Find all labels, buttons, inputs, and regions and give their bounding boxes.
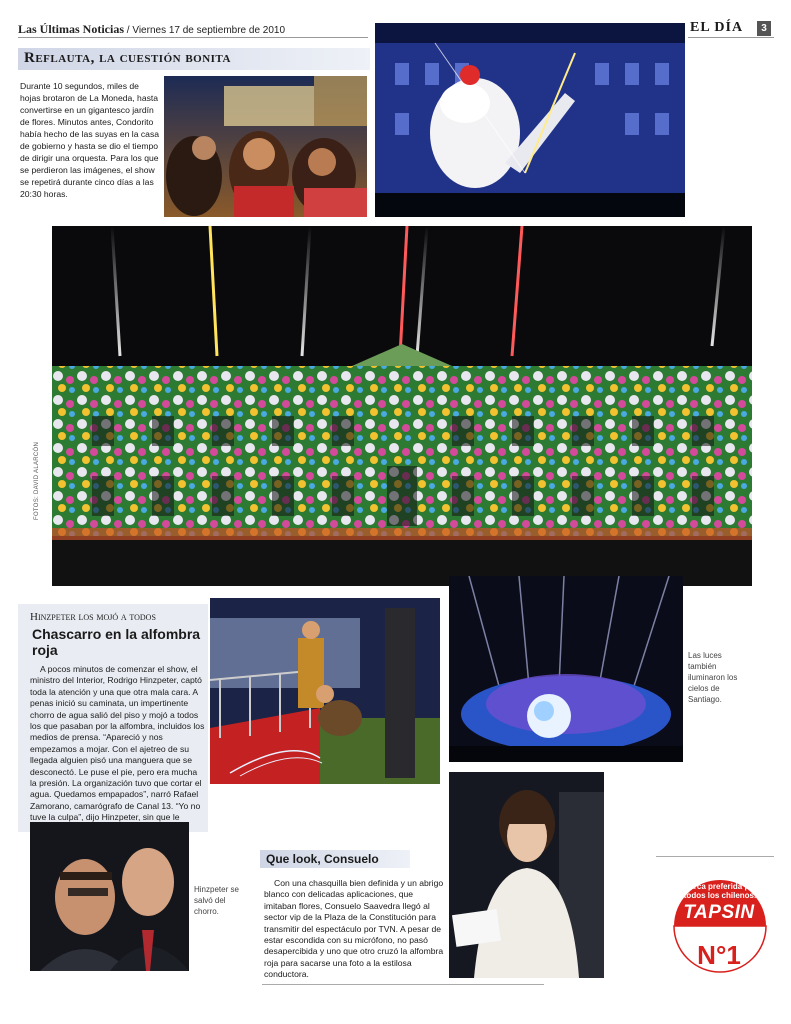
hinzpeter-caption: Hinzpeter se salvó del chorro. <box>194 885 239 916</box>
story3-rule <box>262 984 544 985</box>
story2-body: A pocos minutos de comenzar el show, el ministro del Interior, Rodrigo Hinzpeter, captó toda la atención y una que otra mala cara. A penas inició su caminata, un impertinente chorro de agua salió del piso y mojó a todos los que pasaban por la alfombra, incluidos los medios de prensa. “Apareció y nos empezamos a mojar. Con el ajetreo de su llegada alguien pisó una manguera que se desconectó. Le puse el pie, pero era mucha la presión. La organización tuvo que cortar el agua. Quedamos empapados”, narró Rafael Zamorano, camarógrafo de Canal 13. “Yo no tuve la culpa”, dijo Hinzpeter, sin que le <box>30 664 205 823</box>
photo-credit: FOTOS: DAVID ALARCÓN <box>34 441 40 520</box>
section-name: EL DÍA <box>690 20 744 35</box>
consuelo-photo <box>449 772 604 978</box>
lights-caption: Las luces también iluminaron los cielos de Santiago. <box>688 651 738 704</box>
hinzpeter-photo <box>30 822 189 971</box>
paper-name: Las Últimas Noticias <box>18 22 124 36</box>
story3-headline: Que look, Consuelo <box>266 852 379 866</box>
ad-rank: N°1 <box>697 940 741 970</box>
section-rule <box>688 37 774 38</box>
story1-headline: Reflauta, la cuestión bonita <box>24 50 231 66</box>
ad-rule <box>656 856 774 857</box>
masthead: Las Últimas Noticias / Viernes 17 de septiembre de 2010 <box>18 22 286 36</box>
ad-tagline: Marca preferida por todos los chilenos. <box>682 882 758 900</box>
page-number: 3 <box>757 21 771 36</box>
story1-body: Durante 10 segundos, miles de hojas brotaron de La Moneda, hasta convertirse en un gigantesco jardín de flores. Minutos antes, Condorito había hecho de las suyas en la casa de gobierno y hasta se dio el tiempo de dirigir una orquesta. Para los que se perdieron las imágenes, el show se repetirá durante cinco días a las 20:30 horas. <box>20 81 160 199</box>
story3-body: Con una chasquilla bien definida y un abrigo blanco con delicadas aplicaciones, que imitaban flores, Consuelo Saavedra llegó al sector vip de la Plaza de la Constitución para transmitir del espectáculo por TVN. A pesar de estar escondida con su micrófono, no pasó desapercibida y uno que otro cruzó la alfombra roja para sacarse una foto a la estilosa conductora. <box>264 878 444 980</box>
la-moneda-flowers-photo <box>52 226 752 586</box>
globe-lights-photo <box>449 576 683 762</box>
masthead-rule <box>18 37 368 38</box>
condorito-projection-photo <box>375 23 685 217</box>
ad-brand: TAPSIN <box>683 902 755 923</box>
crowd-photo <box>164 76 367 217</box>
red-carpet-photo <box>210 598 440 784</box>
edition-date: Viernes 17 de septiembre de 2010 <box>132 25 286 36</box>
story2-headline: Chascarro en la alfombra roja <box>32 626 201 658</box>
story2-kicker: Hinzpeter los mojó a todos <box>30 611 156 623</box>
